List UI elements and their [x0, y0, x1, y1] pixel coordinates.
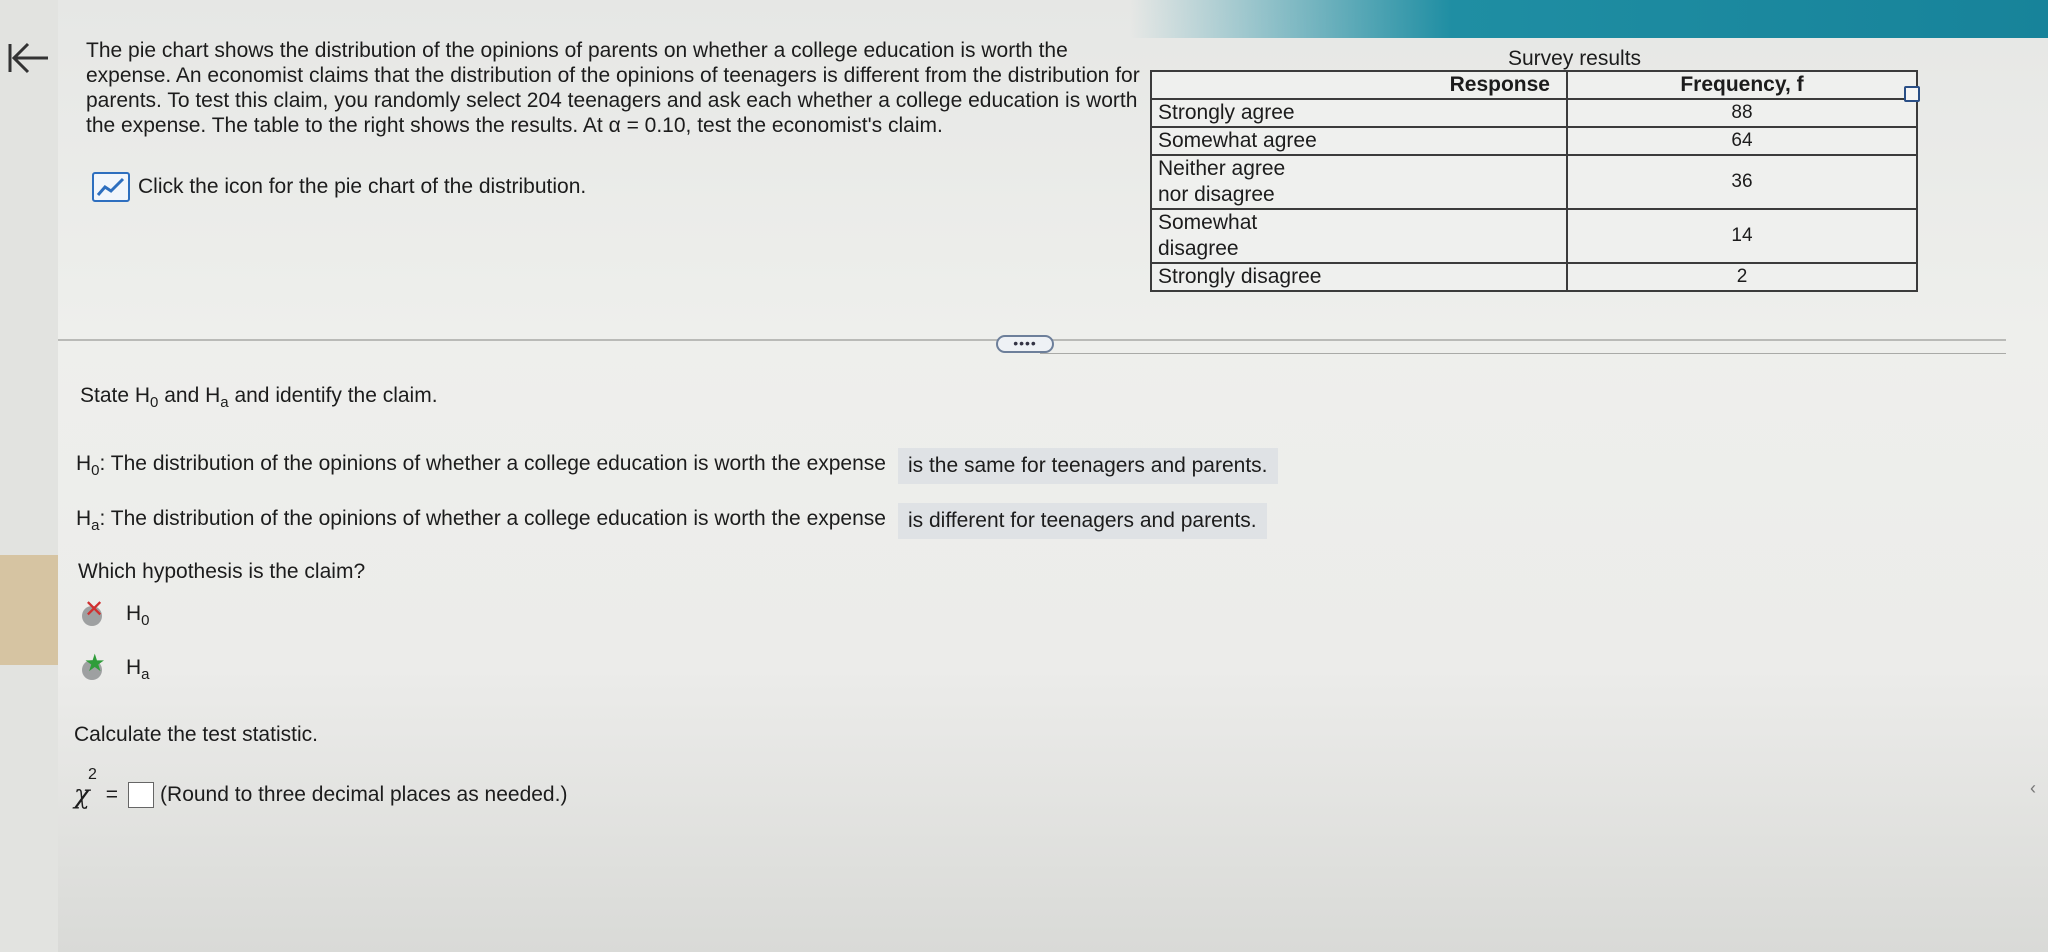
survey-row: [1151, 127, 1917, 155]
top-header-bar: [1130, 0, 2048, 38]
survey-row: [1151, 263, 1917, 291]
pie-chart-prompt: Click the icon for the pie chart of the distribution.: [138, 175, 587, 198]
chart-icon[interactable]: [92, 172, 130, 202]
frequency-cell: 36: [1567, 155, 1917, 209]
expand-more-button[interactable]: ••••: [996, 335, 1054, 353]
round-note: (Round to three decimal places as needed.): [160, 783, 568, 806]
choice-h0-label: $H_0$: [126, 602, 150, 630]
subscript-0: 0: [150, 394, 159, 412]
equals-sign: =: [105, 783, 119, 806]
frequency-cell: 88: [1567, 99, 1917, 127]
ha-answer-dropdown[interactable]: is different for teenagers and parents.: [898, 503, 1267, 539]
chi-square-answer-row: [74, 766, 568, 810]
state-prompt-part: and identify the claim.: [228, 384, 438, 407]
back-arrow-icon[interactable]: [4, 38, 52, 78]
response-line: Neither agree: [1158, 157, 1286, 180]
h0-answer-dropdown[interactable]: is the same for teenagers and parents.: [898, 448, 1278, 484]
frequency-cell: 64: [1567, 127, 1917, 155]
state-prompt-part: State H: [80, 384, 151, 407]
radio-ha[interactable]: [82, 649, 106, 680]
response-cell: [1151, 99, 1567, 127]
response-cell: [1151, 155, 1567, 209]
state-hypotheses-prompt: [80, 384, 438, 411]
frequency-header: Frequency, f: [1567, 71, 1917, 99]
response-line: Somewhat agree: [1158, 129, 1317, 152]
frequency-cell: 14: [1567, 209, 1917, 263]
scroll-arrow-icon[interactable]: ‹: [2030, 778, 2036, 798]
choice-h0[interactable]: [82, 595, 150, 630]
response-line: nor disagree: [1158, 183, 1275, 206]
h0-label: $H_0$: The distribution of the opinions of whether a college education is worth the expense: [76, 452, 886, 480]
survey-table: [1150, 70, 1918, 292]
response-line: Somewhat: [1158, 211, 1258, 234]
response-line: Strongly agree: [1158, 101, 1295, 124]
survey-header-row: [1151, 71, 1917, 99]
survey-row: [1151, 209, 1917, 263]
survey-row: [1151, 155, 1917, 209]
pie-chart-link-row: [92, 171, 586, 203]
survey-row: [1151, 99, 1917, 127]
survey-caption: Survey results: [1508, 47, 1642, 70]
choice-ha-label: $H_a$: [126, 656, 150, 684]
choice-ha[interactable]: [82, 649, 150, 684]
section-divider-right: [1040, 353, 2006, 354]
response-cell: [1151, 263, 1567, 291]
response-line: disagree: [1158, 237, 1239, 260]
response-cell: [1151, 209, 1567, 263]
response-line: Strongly disagree: [1158, 265, 1322, 288]
frequency-cell: 2: [1567, 263, 1917, 291]
left-rail-accent: [0, 555, 58, 665]
left-rail: [0, 0, 58, 952]
alt-hypothesis-row: [76, 503, 1267, 539]
copy-table-icon[interactable]: [1904, 86, 1920, 102]
ha-label: $H_a$: The distribution of the opinions of whether a college education is worth the expense: [76, 507, 886, 535]
calculate-prompt: Calculate the test statistic.: [74, 723, 318, 746]
which-claim-prompt: Which hypothesis is the claim?: [78, 560, 366, 583]
subscript-a: a: [220, 394, 229, 412]
response-header: Response: [1151, 71, 1567, 99]
null-hypothesis-row: [76, 448, 1278, 484]
response-cell: [1151, 127, 1567, 155]
chi-square-symbol: χ 2: [74, 766, 97, 810]
problem-text: The pie chart shows the distribution of the opinions of parents on whether a college education is worth the expense. An economist claims that the distribution of the opinions of teenagers is different from the distribution for parents. To test this claim, you randomly select 204 teenagers and ask each whether a college education is worth the expense. The table to the right shows the results. At α = 0.10, test the economist's claim.: [86, 39, 1140, 137]
state-prompt-part: and H: [158, 384, 221, 407]
radio-h0[interactable]: [82, 595, 105, 626]
chi-square-input[interactable]: [128, 782, 154, 808]
correct-star-icon: ★: [84, 649, 106, 677]
incorrect-x-icon: ✕: [84, 595, 105, 623]
problem-statement: [86, 38, 1146, 138]
